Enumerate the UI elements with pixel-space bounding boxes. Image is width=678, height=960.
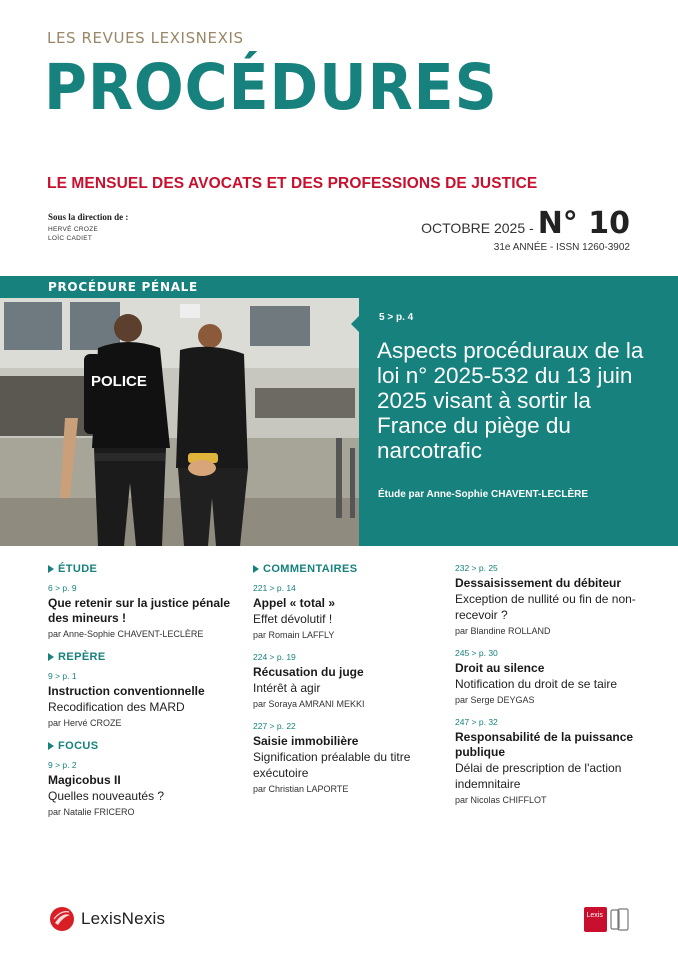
- director-name: HERVÉ CROZE: [48, 226, 99, 233]
- toc-entry[interactable]: [253, 652, 443, 709]
- entry-title: Instruction conventionnelle: [48, 684, 205, 698]
- triangle-bullet-icon: [48, 653, 54, 661]
- entry-title: Droit au silence: [455, 661, 545, 675]
- toc-entry[interactable]: [455, 563, 645, 636]
- column-right: [455, 563, 645, 817]
- entry-author: par Soraya AMRANI MEKKI: [253, 699, 365, 709]
- entry-ref: 6 > p. 9: [48, 583, 77, 593]
- lexis-badge-text: Lexis: [586, 912, 603, 919]
- police-arrest-illustration: [0, 298, 359, 546]
- issue-details: 31e ANNÉE - ISSN 1260-3902: [493, 242, 630, 253]
- issue-info: [421, 206, 630, 253]
- toc-entry[interactable]: [455, 648, 645, 705]
- entry-ref: 245 > p. 30: [455, 648, 498, 658]
- section-tag-label: PROCÉDURE PÉNALE: [48, 280, 198, 294]
- entry-ref: 227 > p. 22: [253, 721, 296, 731]
- feature-byline: Étude par Anne-Sophie CHAVENT-LECLÈRE: [378, 489, 589, 500]
- issue-date: OCTOBRE 2025 -: [421, 220, 534, 236]
- lexis-app-badge-icon: [584, 907, 630, 933]
- section-heading-etude: [48, 563, 238, 575]
- section-heading-label: REPÈRE: [58, 651, 106, 663]
- section-heading-label: FOCUS: [58, 740, 99, 752]
- entry-ref: 9 > p. 1: [48, 671, 77, 681]
- entry-author: par Natalie FRICERO: [48, 807, 135, 817]
- toc-entry[interactable]: [455, 717, 645, 805]
- entry-author: par Serge DEYGAS: [455, 695, 535, 705]
- entry-title: Récusation du juge: [253, 665, 364, 679]
- entry-description: Signification préalable du titre exécutoire: [253, 750, 411, 780]
- entry-ref: 247 > p. 32: [455, 717, 498, 727]
- toc-entry[interactable]: [253, 721, 443, 794]
- column-middle: [253, 563, 443, 806]
- publisher-logo: [49, 906, 165, 932]
- entry-title: Responsabilité de la puissance publique: [455, 730, 634, 759]
- entry-author: par Hervé CROZE: [48, 718, 122, 728]
- feature-banner: [0, 276, 678, 546]
- entry-author: par Nicolas CHIFFLOT: [455, 795, 547, 805]
- triangle-bullet-icon: [48, 565, 54, 573]
- toc-entry[interactable]: [253, 583, 443, 640]
- entry-ref: 221 > p. 14: [253, 583, 296, 593]
- series-name: LES REVUES LEXISNEXIS: [47, 29, 244, 47]
- section-heading-focus: [48, 740, 238, 752]
- section-heading-label: ÉTUDE: [58, 563, 98, 575]
- lexisnexis-logo-icon: [49, 906, 75, 932]
- entry-description: Intérêt à agir: [253, 681, 321, 695]
- entry-author: par Blandine ROLLAND: [455, 626, 551, 636]
- journal-subtitle: LE MENSUEL DES AVOCATS ET DES PROFESSIONS DE JUSTICE: [47, 175, 538, 192]
- entry-ref: 9 > p. 2: [48, 760, 77, 770]
- entry-title: Que retenir sur la justice pénale des mineurs !: [48, 596, 231, 625]
- toc-entry[interactable]: [48, 760, 238, 817]
- entry-description: Notification du droit de se taire: [455, 677, 618, 691]
- entry-title: Appel « total »: [253, 596, 336, 610]
- entry-author: par Romain LAFFLY: [253, 630, 335, 640]
- editorial-direction: [48, 212, 128, 243]
- section-tag: [0, 276, 359, 298]
- entry-title: Dessaisissement du débiteur: [455, 576, 622, 590]
- panel-notch: [351, 316, 359, 332]
- section-heading-repere: [48, 651, 238, 663]
- issue-number: N° 10: [537, 206, 630, 241]
- toc-entry[interactable]: [48, 583, 238, 639]
- cover-photo: [0, 298, 359, 546]
- feature-panel: [359, 276, 678, 546]
- journal-title: PROCÉDURES: [44, 51, 498, 124]
- police-lettering: POLICE: [91, 373, 147, 390]
- entry-ref: 232 > p. 25: [455, 563, 498, 573]
- entry-title: Magicobus II: [48, 773, 121, 787]
- lexis-badges: [584, 907, 630, 938]
- entry-description: Effet dévolutif !: [253, 612, 333, 626]
- feature-page-ref: 5 > p. 4: [379, 312, 414, 323]
- triangle-bullet-icon: [253, 565, 259, 573]
- triangle-bullet-icon: [48, 742, 54, 750]
- section-heading-label: COMMENTAIRES: [263, 563, 358, 575]
- entry-author: par Anne-Sophie CHAVENT-LECLÈRE: [48, 629, 204, 639]
- feature-headline[interactable]: Aspects procéduraux de la loi n° 2025-532 du 13 juin 2025 visant à sortir la France du piège du narcotrafic: [377, 338, 644, 463]
- entry-author: par Christian LAPORTE: [253, 784, 349, 794]
- entry-title: Saisie immobilière: [253, 734, 359, 748]
- column-left: [48, 563, 238, 829]
- entry-description: Délai de prescription de l'action indemnitaire: [455, 761, 622, 791]
- entry-description: Recodification des MARD: [48, 700, 185, 714]
- entry-description: Exception de nullité ou fin de non-recevoir ?: [455, 592, 636, 622]
- direction-label: Sous la direction de :: [48, 212, 129, 222]
- director-name: LOÏC CADIET: [48, 235, 93, 242]
- section-heading-commentaires: [253, 563, 443, 575]
- toc-entry[interactable]: [48, 671, 238, 728]
- entry-ref: 224 > p. 19: [253, 652, 296, 662]
- publisher-name: LexisNexis: [81, 909, 166, 928]
- entry-description: Quelles nouveautés ?: [48, 789, 165, 803]
